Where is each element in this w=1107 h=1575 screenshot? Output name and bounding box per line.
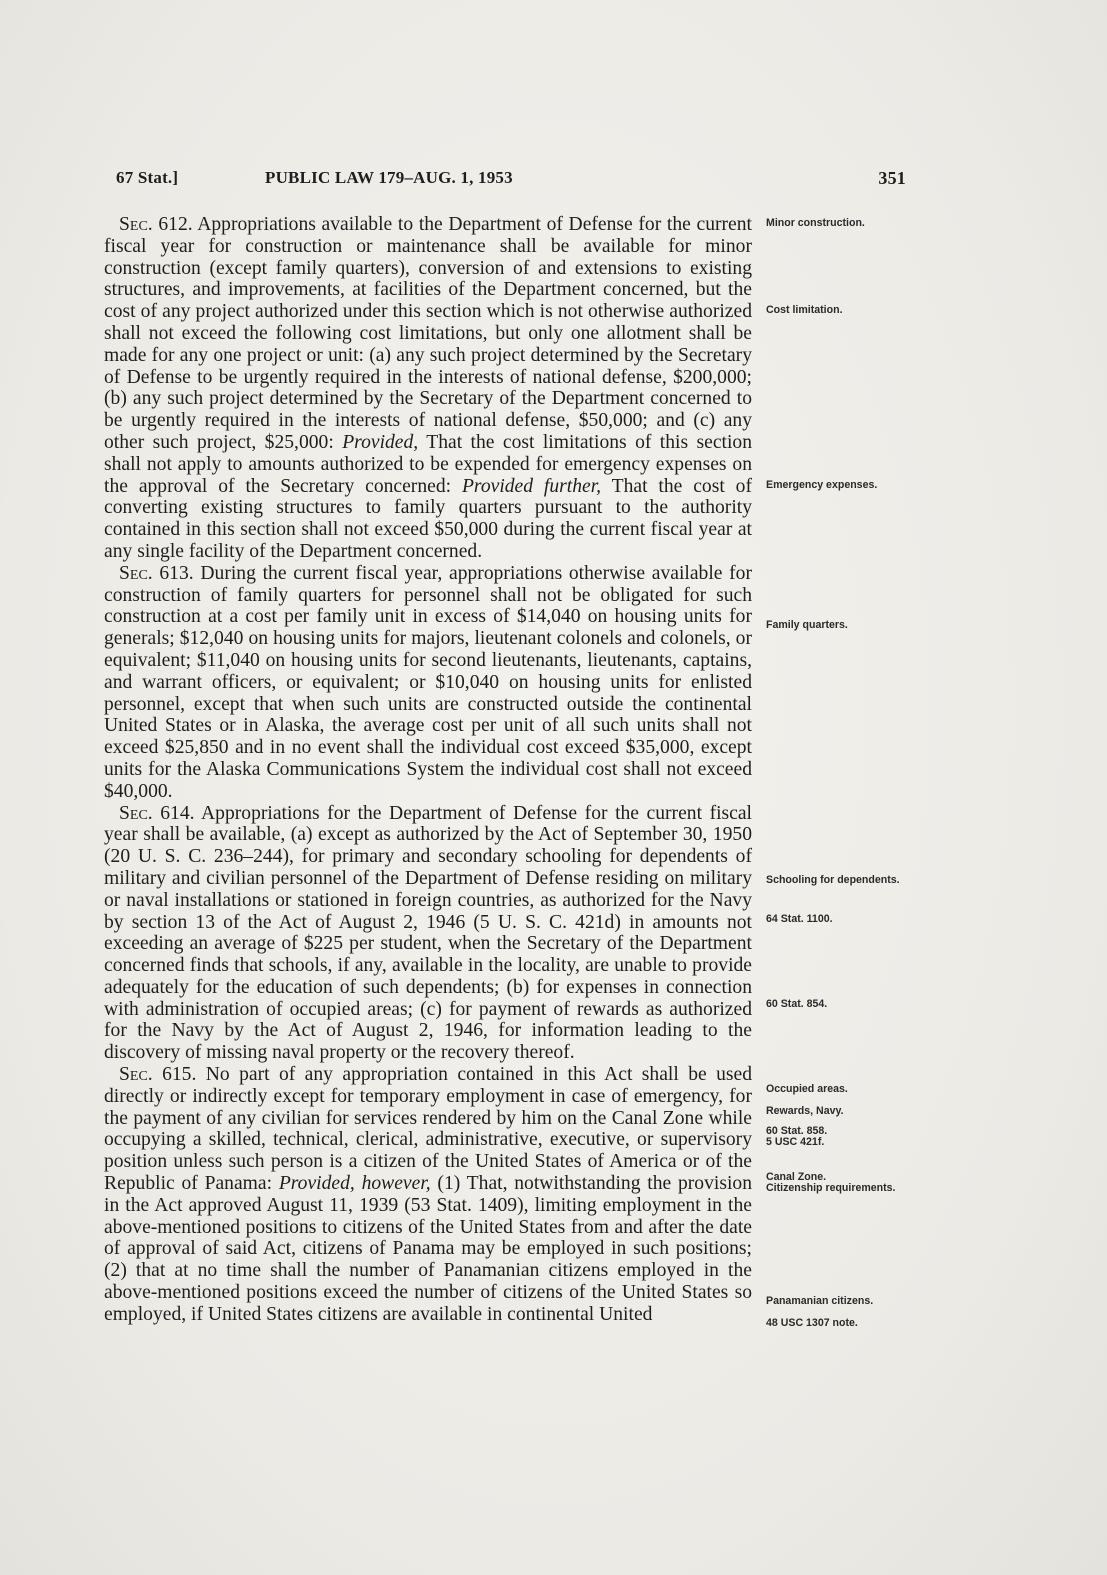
public-law-title: PUBLIC LAW 179–AUG. 1, 1953 [265,168,513,187]
section-text: That the cost limitations of this section shall not apply to amounts authorized to be expended for emergency expenses on the approval of the Secretary concerned: [104,431,752,497]
proviso-italic: Provided, [342,431,419,453]
margin-note-emergency-expenses: Emergency expenses. [766,479,878,491]
margin-note-64-stat-1100: 64 Stat. 1100. [766,913,833,925]
volume-reference: 67 Stat.] [116,168,179,187]
margin-note-canal-zone: Canal Zone. [766,1171,827,1183]
section-612 [104,214,752,563]
section-text: That the cost of converting existing structures to family quarters pursuant to the authority contained in this section shall not exceed $50,000 during the current fiscal year at any single facility of the Department concerned. [104,475,752,562]
margin-note-panamanian-citizens: Panamanian citizens. [766,1295,874,1307]
section-text: Appropriations available to the Department of Defense for the current fiscal year for construction or maintenance shall be available for minor construction (except family quarters), conversion of and extensions to existing structures, and improvements, at facilities of the Department concerned, but the cost of any project authorized under this section which is not otherwise authorized shall not exceed the following cost limitations, but only one allotment shall be made for any one project or unit: (a) any such project determined by the Secretary of Defense to be urgently required in the interests of national defense, $200,000; (b) any such project determined by the Secretary of the Department concerned to be urgently required in the interests of national defense, $50,000; and (c) any other such project, $25,000: [104,214,752,453]
section-label: Sec. 614. [119,802,195,824]
margin-note-minor-construction: Minor construction. [766,217,865,229]
section-text: (1) That, notwithstanding the provision in the Act approved August 11, 1939 (53 Stat. 1409), limiting employment in the above-mentioned positions to citizens of the United States from and after the date of approval of said Act, citizens of Panama may be employed in such positions; (2) that at no time shall the number of Panamanian citizens employed in the above-mentioned positions exceed the number of citizens of the United States so employed, if United States citizens are available in continental United [104,1173,752,1325]
section-label: Sec. 615. [119,1064,197,1086]
margin-note-5-usc-421f: 5 USC 421f. [766,1136,825,1148]
section-613 [104,563,752,803]
margin-note-occupied-areas: Occupied areas. [766,1083,848,1095]
proviso-italic: Provided further, [461,475,602,497]
margin-note-citizenship: Citizenship requirements. [766,1182,896,1194]
margin-note-family-quarters: Family quarters. [766,619,848,631]
margin-note-schooling: Schooling for dependents. [766,874,900,886]
section-label: Sec. 612. [119,214,193,235]
margin-note-rewards-navy: Rewards, Navy. [766,1105,844,1117]
margin-note-48-usc-1307: 48 USC 1307 note. [766,1317,858,1329]
margin-note-60-stat-858: 60 Stat. 858. [766,1125,828,1137]
margin-note-60-stat-854: 60 Stat. 854. [766,998,828,1010]
section-text: Appropriations for the Department of Defense for the current fiscal year shall be available, (a) except as authorized by the Act of September 30, 1950 (20 U. S. C. 236–244), for primary and secondary schooling for dependents of military and civilian personnel of the Department of Defense residing on military or naval installations or stationed in foreign countries, as authorized for the Navy by section 13 of the Act of August 2, 1946 (5 U. S. C. 421d) in amounts not exceeding an average of $225 per student, when the Secretary of the Department concerned finds that schools, if any, available in the locality, are unable to provide adequately for the education of such dependents; (b) for expenses in connection with administration of occupied areas; (c) for payment of rewards as authorized for the Navy by the Act of August 2, 1946, for information leading to the discovery of missing naval property or the recovery thereof. [104,802,752,1064]
section-text: During the current fiscal year, appropriations otherwise available for construction of family quarters for personnel shall not be obligated for such construction at a cost per family unit in excess of $14,040 on housing units for generals; $12,040 on housing units for majors, lieutenant colonels and colonels, or equivalent; $11,040 on housing units for second lieutenants, lieutenants, captains, and warrant officers, or equivalent; or $10,040 on housing units for enlisted personnel, except that when such units are constructed outside the continental United States or in Alaska, the average cost per unit of all such units shall not exceed $25,850 and in no event shall the individual cost exceed $35,000, except units for the Alaska Communications System the individual cost shall not exceed $40,000. [104,562,753,802]
page-header [116,168,906,192]
section-614 [104,803,752,1065]
margin-note-cost-limitation: Cost limitation. [766,304,843,316]
section-615 [104,1064,752,1326]
body-text [104,214,752,1326]
proviso-italic: Provided, however, [278,1173,431,1195]
section-text: No part of any appropriation contained in this Act shall be used directly or indirectly except for temporary employment in case of emergency, for the payment of any civilian for services rendered by him on the Canal Zone while occupying a skilled, technical, clerical, administrative, executive, or supervisory position unless such person is a citizen of the United States of America or of the Republic of Panama: [104,1064,753,1195]
section-label: Sec. 613. [119,562,194,584]
page-number: 351 [878,168,906,188]
